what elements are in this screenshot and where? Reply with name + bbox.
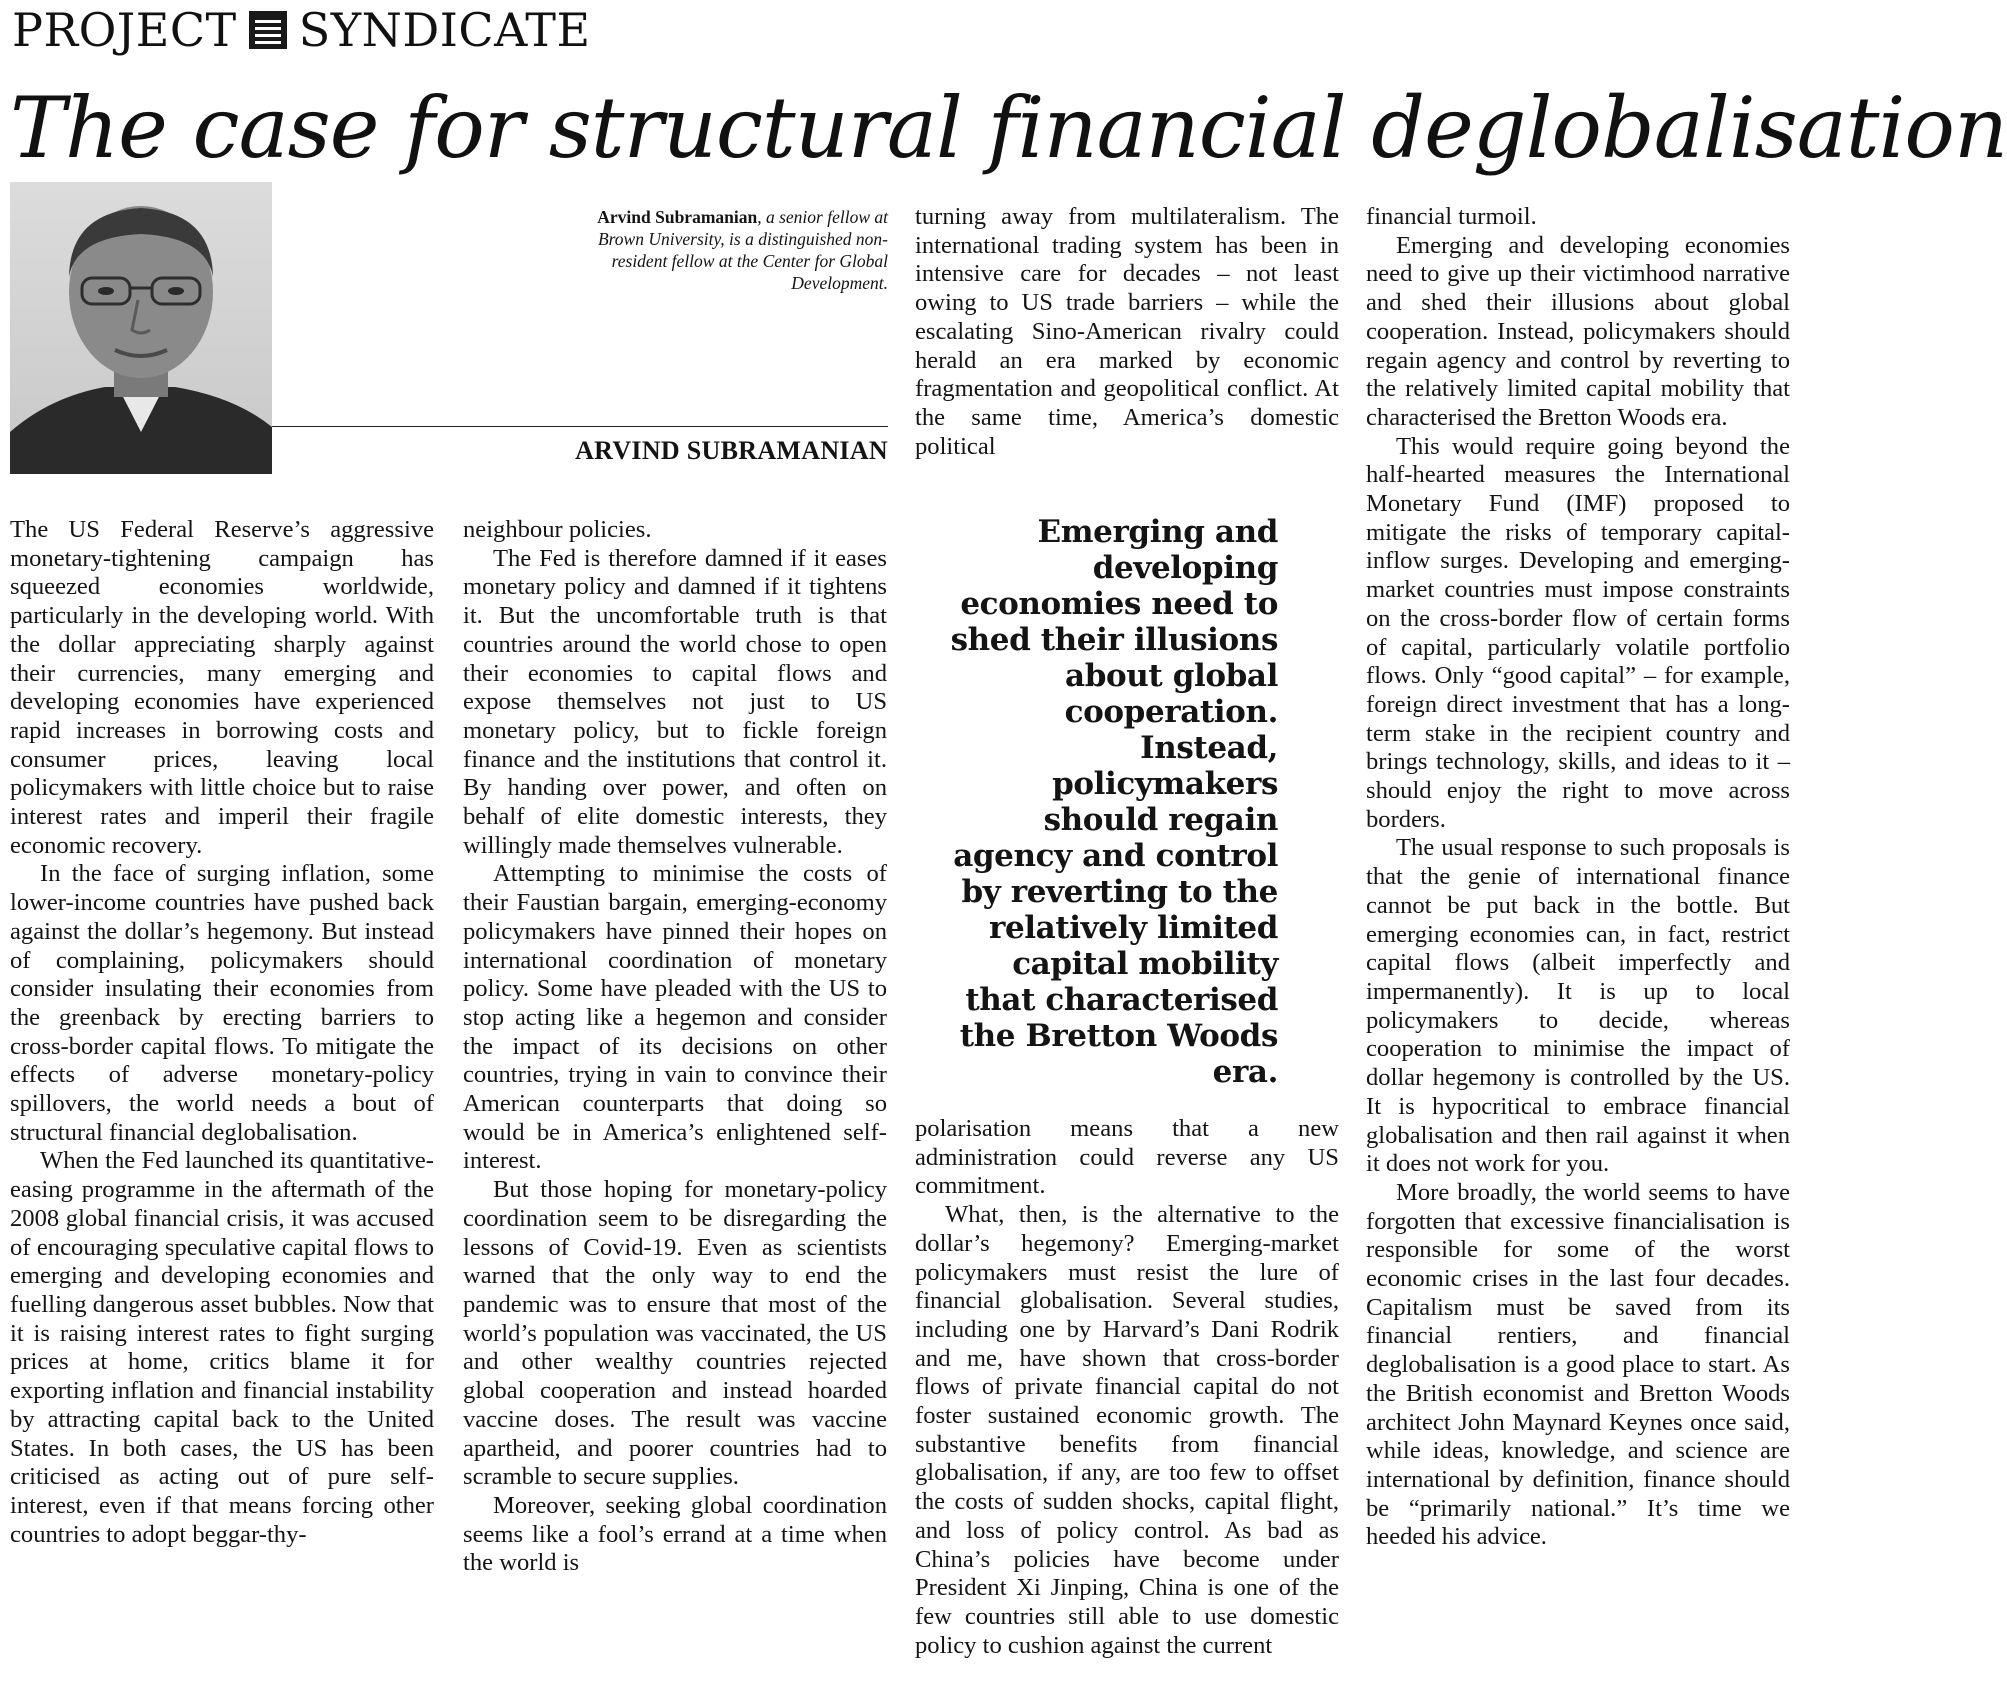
paragraph: When the Fed launched its quantitative-easing programme in the aftermath of the 2008 global financial crisis, it was accused of encouraging speculative capital flows to emerging and developing economies and fuelling dangerous asset bubbles. Now that it is raising interest rates to fight surging prices at home, critics blame it for exporting inflation and financial instability by attracting capital back to the United States. In both cases, the US has been criticised as acting out of pure self-interest, even if that means forcing other countries to adopt beggar-thy- (10, 1147, 434, 1548)
author-bio (560, 206, 888, 294)
masthead-logo-icon (249, 11, 287, 49)
article-column-1 (10, 516, 434, 1549)
paragraph: Moreover, seeking global coordination seems like a fool’s errand at a time when the world is (463, 1491, 887, 1577)
paragraph: neighbour policies. (463, 516, 652, 543)
article-column-4 (1366, 203, 1790, 1552)
paragraph: But those hoping for monetary-policy coordination seem to be disregarding the lessons of Covid-19. Even as scientists warned that the only way to end the pandemic was to ensure that most of the world’s population was vaccinated, the US and other wealthy countries rejected global cooperation and instead hoarded vaccine doses. The result was vaccine apartheid, and poorer countries had to scramble to secure supplies. (463, 1176, 887, 1491)
paragraph: Attempting to minimise the costs of their Faustian bargain, emerging-economy policymakers have pinned their hopes on international coordination of monetary policy. Some have pleaded with the US to stop acting like a hegemon and consider the impact of its decisions on other countries, trying in vain to convince their American counterparts that doing so would be in America’s enlightened self-interest. (463, 860, 887, 1175)
byline-divider (272, 426, 888, 427)
paragraph: turning away from multilateralism. The international trading system has been in intensive care for decades – not least owing to US trade barriers – while the escalating Sino-American rivalry could herald an era marked by economic fragmentation and geopolitical conflict. At the same time, America’s domestic political (915, 203, 1339, 460)
masthead-project: PROJECT (12, 3, 237, 57)
paragraph: The US Federal Reserve’s aggressive monetary-tightening campaign has squeezed economies worldwide, particularly in the developing world. With the dollar appreciating sharply against their currencies, many emerging and developing economies have experienced rapid increases in borrowing costs and consumer prices, leaving local policymakers with little choice but to raise interest rates and imperil their fragile economic recovery. (10, 516, 434, 859)
paragraph: In the face of surging inflation, some lower-income countries have pushed back against the dollar’s hegemony. But instead of complaining, policymakers should consider insulating their economies from the greenback by erecting barriers to cross-border capital flows. To mitigate the effects of adverse monetary-policy spillovers, the world needs a bout of structural financial deglobalisation. (10, 860, 434, 1146)
paragraph: This would require going beyond the half-hearted measures the International Monetary Fund (IMF) proposed to mitigate the risks of temporary capital-inflow surges. Developing and emerging-market countries must impose constraints on the cross-border flow of certain forms of capital, particularly volatile portfolio flows. Only “good capital” – for example, foreign direct investment that has a long-term stake in the recipient country and brings technology, skills, and ideas to it – should enjoy the right to move across borders. (1366, 432, 1790, 833)
masthead-syndicate: SYNDICATE (298, 3, 591, 57)
paragraph: Emerging and developing economies need to give up their victimhood narrative and shed their illusions about global cooperation. Instead, policymakers should regain agency and control by reverting to the relatively limited capital mobility that characterised the Bretton Woods era. (1366, 231, 1790, 431)
article-column-3-bottom (915, 1115, 1339, 1660)
author-byline: ARVIND SUBRAMANIAN (575, 436, 888, 465)
article-column-2 (463, 516, 887, 1578)
pull-quote: Emerging and developing economies need to shed their illusions about global cooperation. Instead, policymakers should regain agency and control by reverting to the relatively limited capital mobility that characterised the Bretton Woods era. (950, 514, 1278, 1090)
paragraph: What, then, is the alternative to the dollar’s hegemony? Emerging-market policymakers must resist the lure of financial globalisation. Several studies, including one by Harvard’s Dani Rodrik and me, have shown that cross-border flows of private financial capital do not foster sustained economic growth. The substantive benefits from financial globalisation, if any, are too few to offset the costs of sudden shocks, capital flight, and loss of policy control. As bad as China’s policies have become under President Xi Jinping, China is one of the few countries still able to use domestic policy to cushion against the current (915, 1201, 1339, 1659)
paragraph: The Fed is therefore damned if it eases monetary policy and damned if it tightens it. But the uncomfortable truth is that countries around the world chose to open their economies to capital flows and expose themselves not just to US monetary policy, but to fickle foreign finance and the institutions that control it. By handing over power, and often on behalf of elite domestic interests, they willingly made themselves vulnerable. (463, 544, 887, 859)
author-bio-text: , a senior fellow at Brown University, is a distinguished non-resident fellow at the Center for Global Development. (597, 207, 888, 293)
article-column-3-top (915, 203, 1339, 461)
masthead (12, 4, 591, 56)
paragraph: financial turmoil. (1366, 203, 1537, 230)
paragraph: The usual response to such proposals is that the genie of international finance cannot be put back in the bottle. But emerging economies can, in fact, restrict capital flows (albeit imperfectly and impermanently). It is up to local policymakers to decide, whereas cooperation to minimise the impact of dollar hegemony is controlled by the US. It is hypocritical to embrace financial globalisation and then rail against it when it does not work for you. (1366, 834, 1790, 1178)
article-headline: The case for structural financial deglobalisation (10, 79, 2007, 177)
paragraph: polarisation means that a new administration could reverse any US commitment. (915, 1115, 1339, 1200)
author-photo (10, 182, 272, 474)
paragraph: More broadly, the world seems to have forgotten that excessive financialisation is responsible for some of the worst economic crises in the last four decades. Capitalism must be saved from its financial rentiers, and financial deglobalisation is a good place to start. As the British economist and Bretton Woods architect John Maynard Keynes once said, while ideas, knowledge, and science are international by definition, finance should be “primarily national.” It’s time we heeded his advice. (1366, 1178, 1790, 1551)
author-bio-name: Arvind Subramanian (597, 207, 758, 227)
